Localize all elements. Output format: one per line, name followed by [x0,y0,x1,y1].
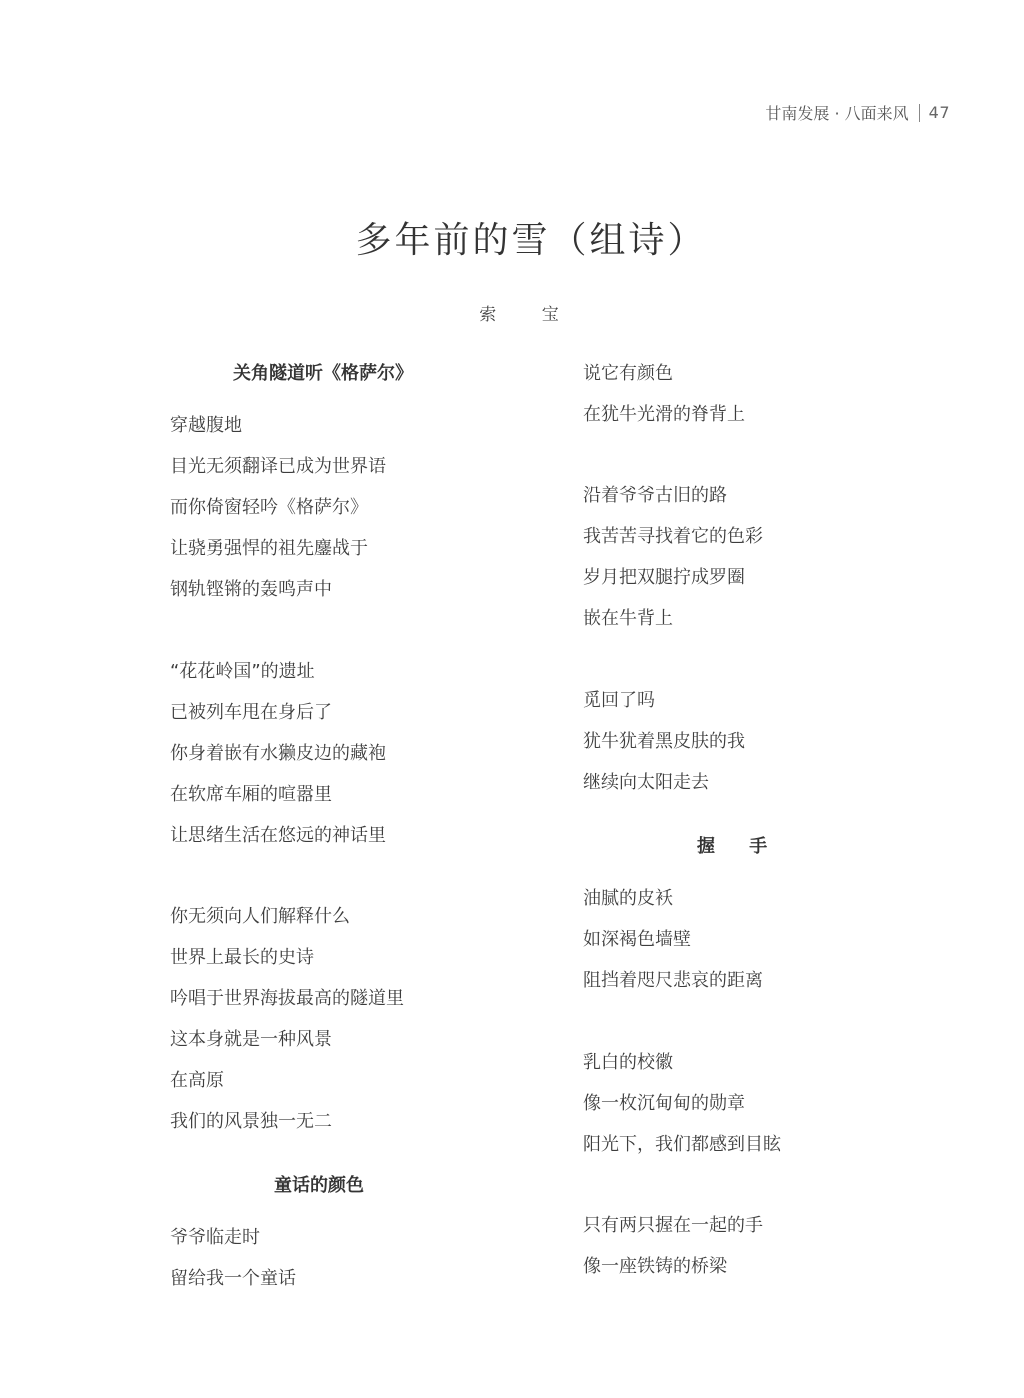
poem-line: 爷爷临走时 [170,1227,260,1248]
poem-line: 你无须向人们解释什么 [170,906,350,927]
poem-title: 童话的颜色 [274,1175,364,1196]
poem-line: 而你倚窗轻吟《格萨尔》 [170,497,368,518]
author-name: 索 宝 [479,305,579,325]
poem-line: 沿着爷爷古旧的路 [583,485,727,506]
poem-line: 让骁勇强悍的祖先鏖战于 [170,538,368,559]
poem-line: 已被列车甩在身后了 [170,702,332,723]
poem-line: 继续向太阳走去 [583,772,709,793]
poem-line: 世界上最长的史诗 [170,947,314,968]
poem-line: “花花岭国”的遗址 [170,661,315,682]
poem-title: 握 手 [697,836,782,857]
poem-line: 觅回了吗 [583,690,655,711]
poem-line: 我苦苦寻找着它的色彩 [583,526,763,547]
page-number: 47 [928,103,950,122]
poem-line: 在高原 [170,1070,224,1091]
poem-line: 像一座铁铸的桥梁 [583,1256,727,1277]
poem-line: 留给我一个童话 [170,1268,296,1289]
poem-line: 阳光下，我们都感到目眩 [583,1134,781,1155]
poem-line: 你身着嵌有水獭皮边的藏袍 [170,743,386,764]
poem-line: 我们的风景独一无二 [170,1111,332,1132]
poem-line: 岁月把双腿拧成罗圈 [583,567,745,588]
poem-line: 只有两只握在一起的手 [583,1215,763,1236]
page-title: 多年前的雪（组诗） [355,220,707,261]
poem-line: 嵌在牛背上 [583,608,673,629]
poem-line: 目光无须翻译已成为世界语 [170,456,386,477]
poem-line: 在软席车厢的喧嚣里 [170,784,332,805]
poem-line: 像一枚沉甸甸的勋章 [583,1093,745,1114]
header-divider [919,104,920,122]
poem-line: 阻挡着咫尺悲哀的距离 [583,970,763,991]
poem-line: 让思绪生活在悠远的神话里 [170,825,386,846]
poem-line: 吟唱于世界海拔最高的隧道里 [170,988,404,1009]
poem-line: 犹牛犹着黑皮肤的我 [583,731,745,752]
poem-title: 关角隧道听《格萨尔》 [233,363,413,384]
section-name: 甘南发展 · 八面来风 [765,104,909,123]
poem-line: 油腻的皮袄 [583,888,673,909]
poem-line: 在犹牛光滑的脊背上 [583,404,745,425]
poem-line: 说它有颜色 [583,363,673,384]
poem-line: 这本身就是一种风景 [170,1029,332,1050]
poem-line: 如深褐色墙壁 [583,929,691,950]
poem-line: 钢轨铿锵的轰鸣声中 [170,579,332,600]
running-header [765,101,950,124]
poem-line: 穿越腹地 [170,415,242,436]
poem-line: 乳白的校徽 [583,1052,673,1073]
